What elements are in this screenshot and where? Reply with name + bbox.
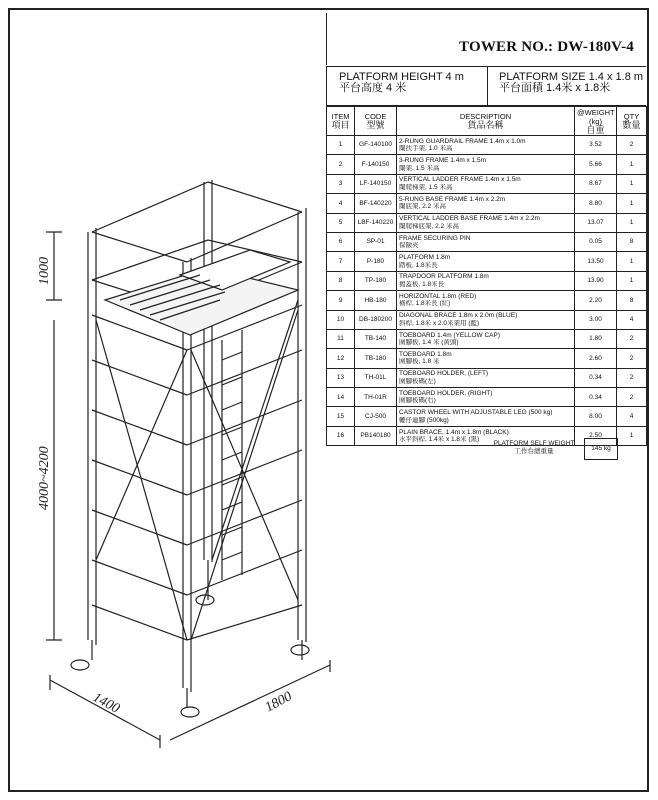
weight-cell: 0.34 — [575, 368, 617, 387]
weight-cell: 3.52 — [575, 136, 617, 155]
code-cell: HB-180 — [355, 291, 397, 310]
description-en: VERTICAL LADDER FRAME 1.4m x 1.5m — [399, 176, 521, 184]
qty-cell: 8 — [617, 232, 647, 251]
item-cell: 16 — [327, 426, 355, 445]
code-cell: TH-01L — [355, 368, 397, 387]
table-row — [327, 368, 647, 387]
code-cell: PB140180 — [355, 426, 397, 445]
table-row — [327, 310, 647, 329]
description-en: TOEBOARD HOLDER, (LEFT) — [399, 370, 489, 378]
top-height-dimension: 1000 — [37, 257, 52, 285]
description-cell — [397, 194, 575, 213]
description-cell — [397, 310, 575, 329]
code-cell: TB-140 — [355, 329, 397, 348]
description-cell — [397, 271, 575, 290]
description-cell — [397, 291, 575, 310]
qty-cell: 1 — [617, 174, 647, 193]
platform-size — [487, 67, 647, 107]
qty-cell: 1 — [617, 213, 647, 232]
weight-cell: 5.66 — [575, 155, 617, 174]
item-cell: 1 — [327, 136, 355, 155]
item-cell: 2 — [327, 155, 355, 174]
table-row — [327, 252, 647, 271]
description-en: 2-RUNG GUARDRAIL FRAME 1.4m x 1.0m — [399, 137, 526, 145]
table-row — [327, 388, 647, 407]
weight-cell: 13.90 — [575, 271, 617, 290]
weight-header: @WEIGHT (kg) 自重 — [575, 107, 617, 136]
table-row — [327, 232, 647, 251]
description-cell — [397, 252, 575, 271]
platform-specs — [326, 66, 646, 106]
description-en: TOEBOARD 1.4m (YELLOW CAP) — [399, 331, 501, 339]
qty-cell: 1 — [617, 426, 647, 445]
platform-size-en: PLATFORM SIZE 1.4 x 1.8 m — [499, 71, 644, 83]
self-weight-label-zh: 工作台總重量 — [514, 448, 554, 455]
description-zh: 闌爬梯底架, 2.2 米高 — [399, 222, 459, 230]
description-en: TOEBOARD HOLDER, (RIGHT) — [399, 389, 493, 397]
platform-size-zh: 平台面積 1.4米 x 1.8米 — [499, 82, 611, 94]
code-cell: P-180 — [355, 252, 397, 271]
self-weight — [476, 438, 646, 460]
qty-cell: 2 — [617, 388, 647, 407]
weight-cell: 2.50 — [575, 426, 617, 445]
table-row — [327, 194, 647, 213]
weight-cell: 8.67 — [575, 174, 617, 193]
qty-cell: 4 — [617, 310, 647, 329]
description-zh: 闌底架, 2.2 米高 — [399, 203, 446, 211]
code-cell: TP-180 — [355, 271, 397, 290]
item-cell: 15 — [327, 407, 355, 426]
description-en: 5-RUNG BASE FRAME 1.4m x 2.2m — [399, 195, 506, 203]
table-row — [327, 155, 647, 174]
description-zh: 闌架, 1.5 米高 — [399, 164, 440, 172]
item-cell: 5 — [327, 213, 355, 232]
description-en: 3-RUNG FRAME 1.4m x 1.5m — [399, 157, 487, 165]
code-cell: CJ-500 — [355, 407, 397, 426]
weight-cell: 1.80 — [575, 329, 617, 348]
code-cell: LBF-140220 — [355, 213, 397, 232]
description-cell — [397, 349, 575, 368]
platform-height — [327, 67, 488, 107]
description-zh: 揭蓋板, 1.8米長 — [399, 280, 445, 288]
item-cell: 6 — [327, 232, 355, 251]
title-block — [326, 13, 646, 65]
description-zh: 踏板, 1.8米長 — [399, 261, 438, 269]
parts-table — [326, 106, 647, 446]
qty-cell: 8 — [617, 291, 647, 310]
table-row — [327, 271, 647, 290]
qty-cell: 2 — [617, 368, 647, 387]
description-en: TOEBOARD 1.8m — [399, 350, 452, 358]
item-cell: 10 — [327, 310, 355, 329]
code-cell: GF-140100 — [355, 136, 397, 155]
table-row — [327, 329, 647, 348]
table-row — [327, 213, 647, 232]
weight-cell: 2.20 — [575, 291, 617, 310]
table-row — [327, 407, 647, 426]
description-zh: 水平斜桿, 1.4米 x 1.8米 (黑) — [399, 436, 480, 444]
code-cell: TB-180 — [355, 349, 397, 368]
description-cell — [397, 213, 575, 232]
code-cell: F-140150 — [355, 155, 397, 174]
item-cell: 4 — [327, 194, 355, 213]
weight-cell: 0.34 — [575, 388, 617, 407]
weight-cell: 13.50 — [575, 252, 617, 271]
tower-number: TOWER NO.: DW-180V-4 — [459, 39, 634, 55]
item-cell: 14 — [327, 388, 355, 407]
item-cell: 12 — [327, 349, 355, 368]
length-dimension: 1800 — [262, 689, 295, 716]
description-header: DESCRIPTION 貨品名稱 — [397, 107, 575, 136]
table-row — [327, 291, 647, 310]
qty-cell: 2 — [617, 136, 647, 155]
qty-cell: 1 — [617, 252, 647, 271]
description-cell — [397, 155, 575, 174]
description-zh: 闌爬梯架, 1.5 米高 — [399, 183, 453, 191]
item-cell: 9 — [327, 291, 355, 310]
weight-cell: 0.05 — [575, 232, 617, 251]
item-cell: 8 — [327, 271, 355, 290]
parts-sheet — [326, 13, 646, 463]
item-cell: 7 — [327, 252, 355, 271]
description-en: PLATFORM 1.8m — [399, 254, 451, 262]
description-en: FRAME SECURING PIN — [399, 234, 471, 242]
description-en: PLAIN BRACE, 1.4m x 1.8m (BLACK) — [399, 428, 509, 436]
self-weight-label: PLATFORM SELF WEIGHT — [493, 440, 575, 447]
parts-header-row — [327, 107, 647, 136]
table-row — [327, 174, 647, 193]
self-weight-value: 145 kg — [584, 438, 618, 460]
qty-header: QTY 數量 — [617, 107, 647, 136]
description-cell — [397, 174, 575, 193]
table-row — [327, 349, 647, 368]
description-zh: 圍腳板, 1.8 米 — [399, 358, 440, 366]
weight-cell: 2.60 — [575, 349, 617, 368]
code-cell: DB-180200 — [355, 310, 397, 329]
platform-height-en: PLATFORM HEIGHT 4 m — [339, 71, 464, 83]
table-row — [327, 136, 647, 155]
weight-cell: 3.00 — [575, 310, 617, 329]
description-en: DIAGONAL BRACE 1.8m x 2.0m (BLUE) — [399, 312, 518, 320]
code-header: CODE 型號 — [355, 107, 397, 136]
qty-cell: 2 — [617, 349, 647, 368]
tower-height-dimension: 4000~4200 — [37, 446, 52, 510]
description-zh: 闌扶手架, 1.0 米高 — [399, 145, 453, 153]
description-cell — [397, 136, 575, 155]
item-cell: 13 — [327, 368, 355, 387]
description-en: TRAPDOOR PLATFORM 1.8m — [399, 273, 489, 281]
description-en: CASTOR WHEEL WITH ADJUSTABLE LEG (500 kg) — [399, 409, 553, 417]
item-cell: 3 — [327, 174, 355, 193]
code-cell: TH-01R — [355, 388, 397, 407]
qty-cell: 2 — [617, 329, 647, 348]
description-en: HORIZONTAL 1.8m (RED) — [399, 292, 477, 300]
qty-cell: 1 — [617, 155, 647, 174]
width-dimension: 1400 — [90, 690, 122, 717]
item-cell: 11 — [327, 329, 355, 348]
description-zh: 圍腳板碼(左) — [399, 377, 436, 385]
code-cell: LF-140150 — [355, 174, 397, 193]
description-cell — [397, 368, 575, 387]
code-cell: SP-01 — [355, 232, 397, 251]
weight-cell: 13.07 — [575, 213, 617, 232]
item-header: ITEM 項目 — [327, 107, 355, 136]
description-zh: 斜桿, 1.8米 x 2.0米架用 (藍) — [399, 319, 480, 327]
description-cell — [397, 329, 575, 348]
description-zh: 圍腳板碼(右) — [399, 397, 436, 405]
description-zh: 轆仔連腳 (500kg) — [399, 416, 449, 424]
description-cell — [397, 407, 575, 426]
weight-cell: 8.00 — [575, 407, 617, 426]
qty-cell: 4 — [617, 407, 647, 426]
weight-cell: 8.80 — [575, 194, 617, 213]
description-cell — [397, 232, 575, 251]
qty-cell: 1 — [617, 271, 647, 290]
description-zh: 圍腳板, 1.4 米 (黃頭) — [399, 339, 459, 347]
code-cell: BF-140220 — [355, 194, 397, 213]
platform-height-zh: 平台高度 4 米 — [339, 82, 407, 94]
qty-cell: 1 — [617, 194, 647, 213]
description-zh: 橫桿, 1.8米長 (紅) — [399, 300, 451, 308]
description-zh: 保險夾 — [399, 242, 419, 250]
description-cell — [397, 388, 575, 407]
description-en: VERTICAL LADDER BASE FRAME 1.4m x 2.2m — [399, 215, 540, 223]
